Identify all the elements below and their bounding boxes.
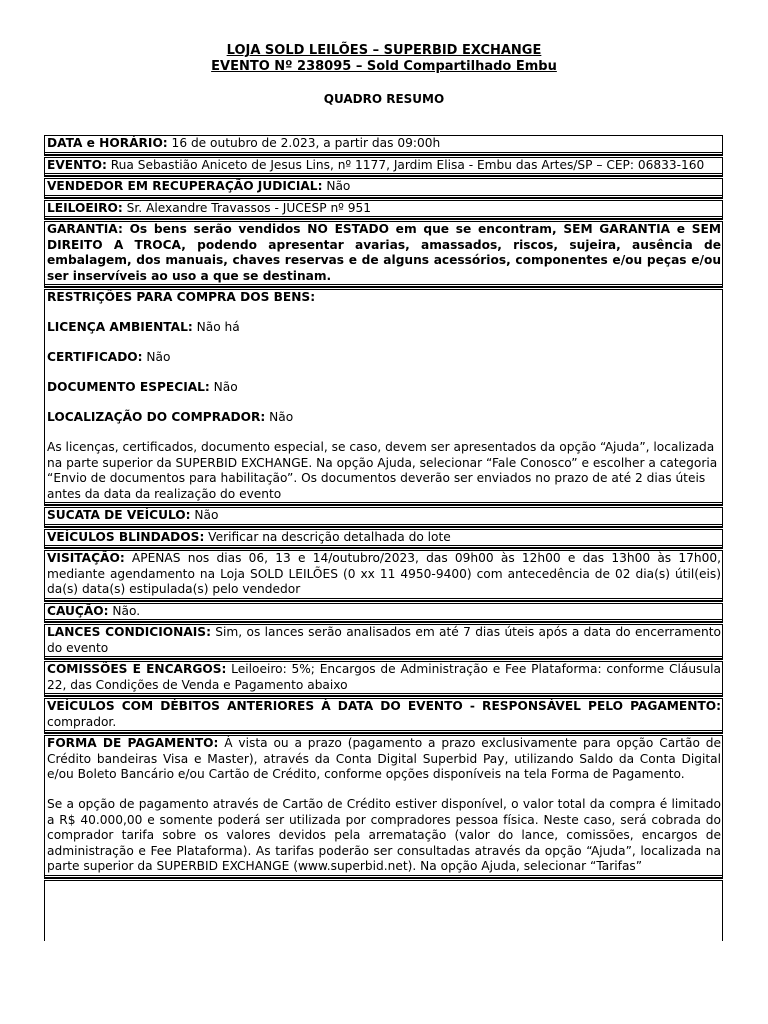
row-warranty xyxy=(44,221,723,285)
summary-title: QUADRO RESUMO xyxy=(323,92,445,106)
row-label: EVENTO: xyxy=(47,157,107,172)
payment-paragraph: Se a opção de pagamento através de Cartão de Crédito estiver disponível, o valor total da compra é limitado a R$ 40.000,00 e somente poderá ser utilizada por compradores pessoa física. Neste caso, será cobrada do comprador tarifa sobre os valores devidos pela arrematação (valor do lance, comissões, encargos de administração e Fee Plataforma). As tarifas poderão ser consultadas através da opção “Ajuda”, localizada na parte superior da SUPERBID EXCHANGE (www.superbid.net). Na opção Ajuda, selecionar “Tarifas” xyxy=(47,797,721,873)
row-label: LEILOEIRO: xyxy=(47,200,123,215)
row-value: Rua Sebastião Aniceto de Jesus Lins, nº 1177, Jardim Elisa - Embu das Artes/SP – CEP: 06833-160 xyxy=(106,157,705,172)
row-value: Não há xyxy=(192,320,240,334)
summary-table xyxy=(44,135,723,941)
row-visitation xyxy=(44,550,723,599)
row-label: LICENÇA AMBIENTAL: xyxy=(47,320,193,334)
row-deposit xyxy=(44,603,723,621)
row-label: DOCUMENTO ESPECIAL: xyxy=(47,380,210,394)
row-label: SUCATA DE VEÍCULO: xyxy=(47,508,191,522)
row-value: Não xyxy=(322,179,351,193)
row-label: LANCES CONDICIONAIS: xyxy=(47,625,211,639)
row-value: Não xyxy=(142,350,171,364)
row-label: VENDEDOR EM RECUPERAÇÃO JUDICIAL: xyxy=(47,179,323,193)
table-continuation xyxy=(44,880,723,941)
row-prior-debts xyxy=(44,698,723,731)
row-scrap xyxy=(44,507,723,525)
row-commissions xyxy=(44,661,723,694)
row-value: Leiloeiro: 5%; Encargos de Administração e Fee Plataforma: conforme Cláusula 22, das Condições de Venda e Pagamento abaixo xyxy=(47,662,721,692)
row-value: Não xyxy=(265,410,294,424)
row-value: Não xyxy=(190,508,219,522)
row-label: COMISSÕES E ENCARGOS: xyxy=(47,662,227,676)
row-restrictions xyxy=(44,289,723,503)
event-title: EVENTO Nº 238095 – Sold Compartilhado Embu xyxy=(211,59,557,74)
row-armored xyxy=(44,529,723,547)
row-label: VEÍCULOS BLINDADOS: xyxy=(47,529,205,544)
row-value: Não xyxy=(209,380,238,394)
row-payment xyxy=(44,735,723,876)
row-value: Sim, os lances serão analisados em até 7 dias úteis após a data do encerramento do evento xyxy=(47,625,721,655)
row-label: FORMA DE PAGAMENTO: xyxy=(47,736,219,750)
row-event xyxy=(44,157,723,175)
row-date xyxy=(44,135,723,153)
document-header xyxy=(0,43,768,106)
restrictions-title: RESTRIÇÕES PARA COMPRA DOS BENS: xyxy=(47,290,316,304)
row-auctioneer xyxy=(44,200,723,218)
row-value: Não. xyxy=(108,603,141,618)
row-label: VEÍCULOS COM DÉBITOS ANTERIORES À DATA DO EVENTO - RESPONSÁVEL PELO PAGAMENTO: xyxy=(47,699,721,713)
restrictions-paragraph: As licenças, certificados, documento especial, se caso, devem ser apresentados da opção “Ajuda”, localizada na parte superior da SUPERBID EXCHANGE. Na opção Ajuda, selecionar “Fale Conosco” e escolher a categoria “Envio de documentos para habilitação”. Os documentos deverão ser enviados no prazo de até 2 dias úteis antes da data da realização do evento xyxy=(47,440,718,501)
row-conditional-bids xyxy=(44,624,723,657)
store-title: LOJA SOLD LEILÕES – SUPERBID EXCHANGE xyxy=(226,43,542,58)
row-value: comprador. xyxy=(47,714,117,729)
row-value: Os bens serão vendidos NO ESTADO em que se encontram, SEM GARANTIA e SEM DIREITO A TROCA, podendo apresentar avarias, amassados, riscos, sujeira, ausência de embalagem, dos manuais, chaves reservas e de alguns acessórios, componentes e/ou peças e/ou ser inservíveis ao uso a que se destinam. xyxy=(47,222,721,283)
row-value: À vista ou a prazo (pagamento a prazo exclusivamente para opção Cartão de Crédito bandeiras Visa e Master), através da Conta Digital Superbid Pay, utilizando Saldo da Conta Digital e/ou Boleto Bancário e/ou Cartão de Crédito, conforme opções disponíveis na tela Forma de Pagamento. xyxy=(47,736,721,781)
row-value: 16 de outubro de 2.023, a partir das 09:00h xyxy=(167,136,441,150)
row-value: Sr. Alexandre Travassos - JUCESP nº 951 xyxy=(122,200,372,215)
row-label: DATA e HORÁRIO: xyxy=(47,136,168,150)
row-label: CERTIFICADO: xyxy=(47,350,143,364)
row-label: CAUÇÃO: xyxy=(47,603,109,618)
row-label: LOCALIZAÇÃO DO COMPRADOR: xyxy=(47,410,266,424)
row-value: Verificar na descrição detalhada do lote xyxy=(204,529,451,544)
row-seller xyxy=(44,178,723,196)
row-value: APENAS nos dias 06, 13 e 14/outubro/2023, das 09h00 às 12h00 e das 13h00 às 17h00, mediante agendamento na Loja SOLD LEILÕES (0 xx 11 4950-9400) com antecedência de 02 dia(s) útil(eis) da(s) data(s) estipulada(s) pelo vendedor xyxy=(47,551,721,596)
row-label: VISITAÇÃO: xyxy=(47,551,125,565)
row-label: GARANTIA: xyxy=(47,222,123,236)
